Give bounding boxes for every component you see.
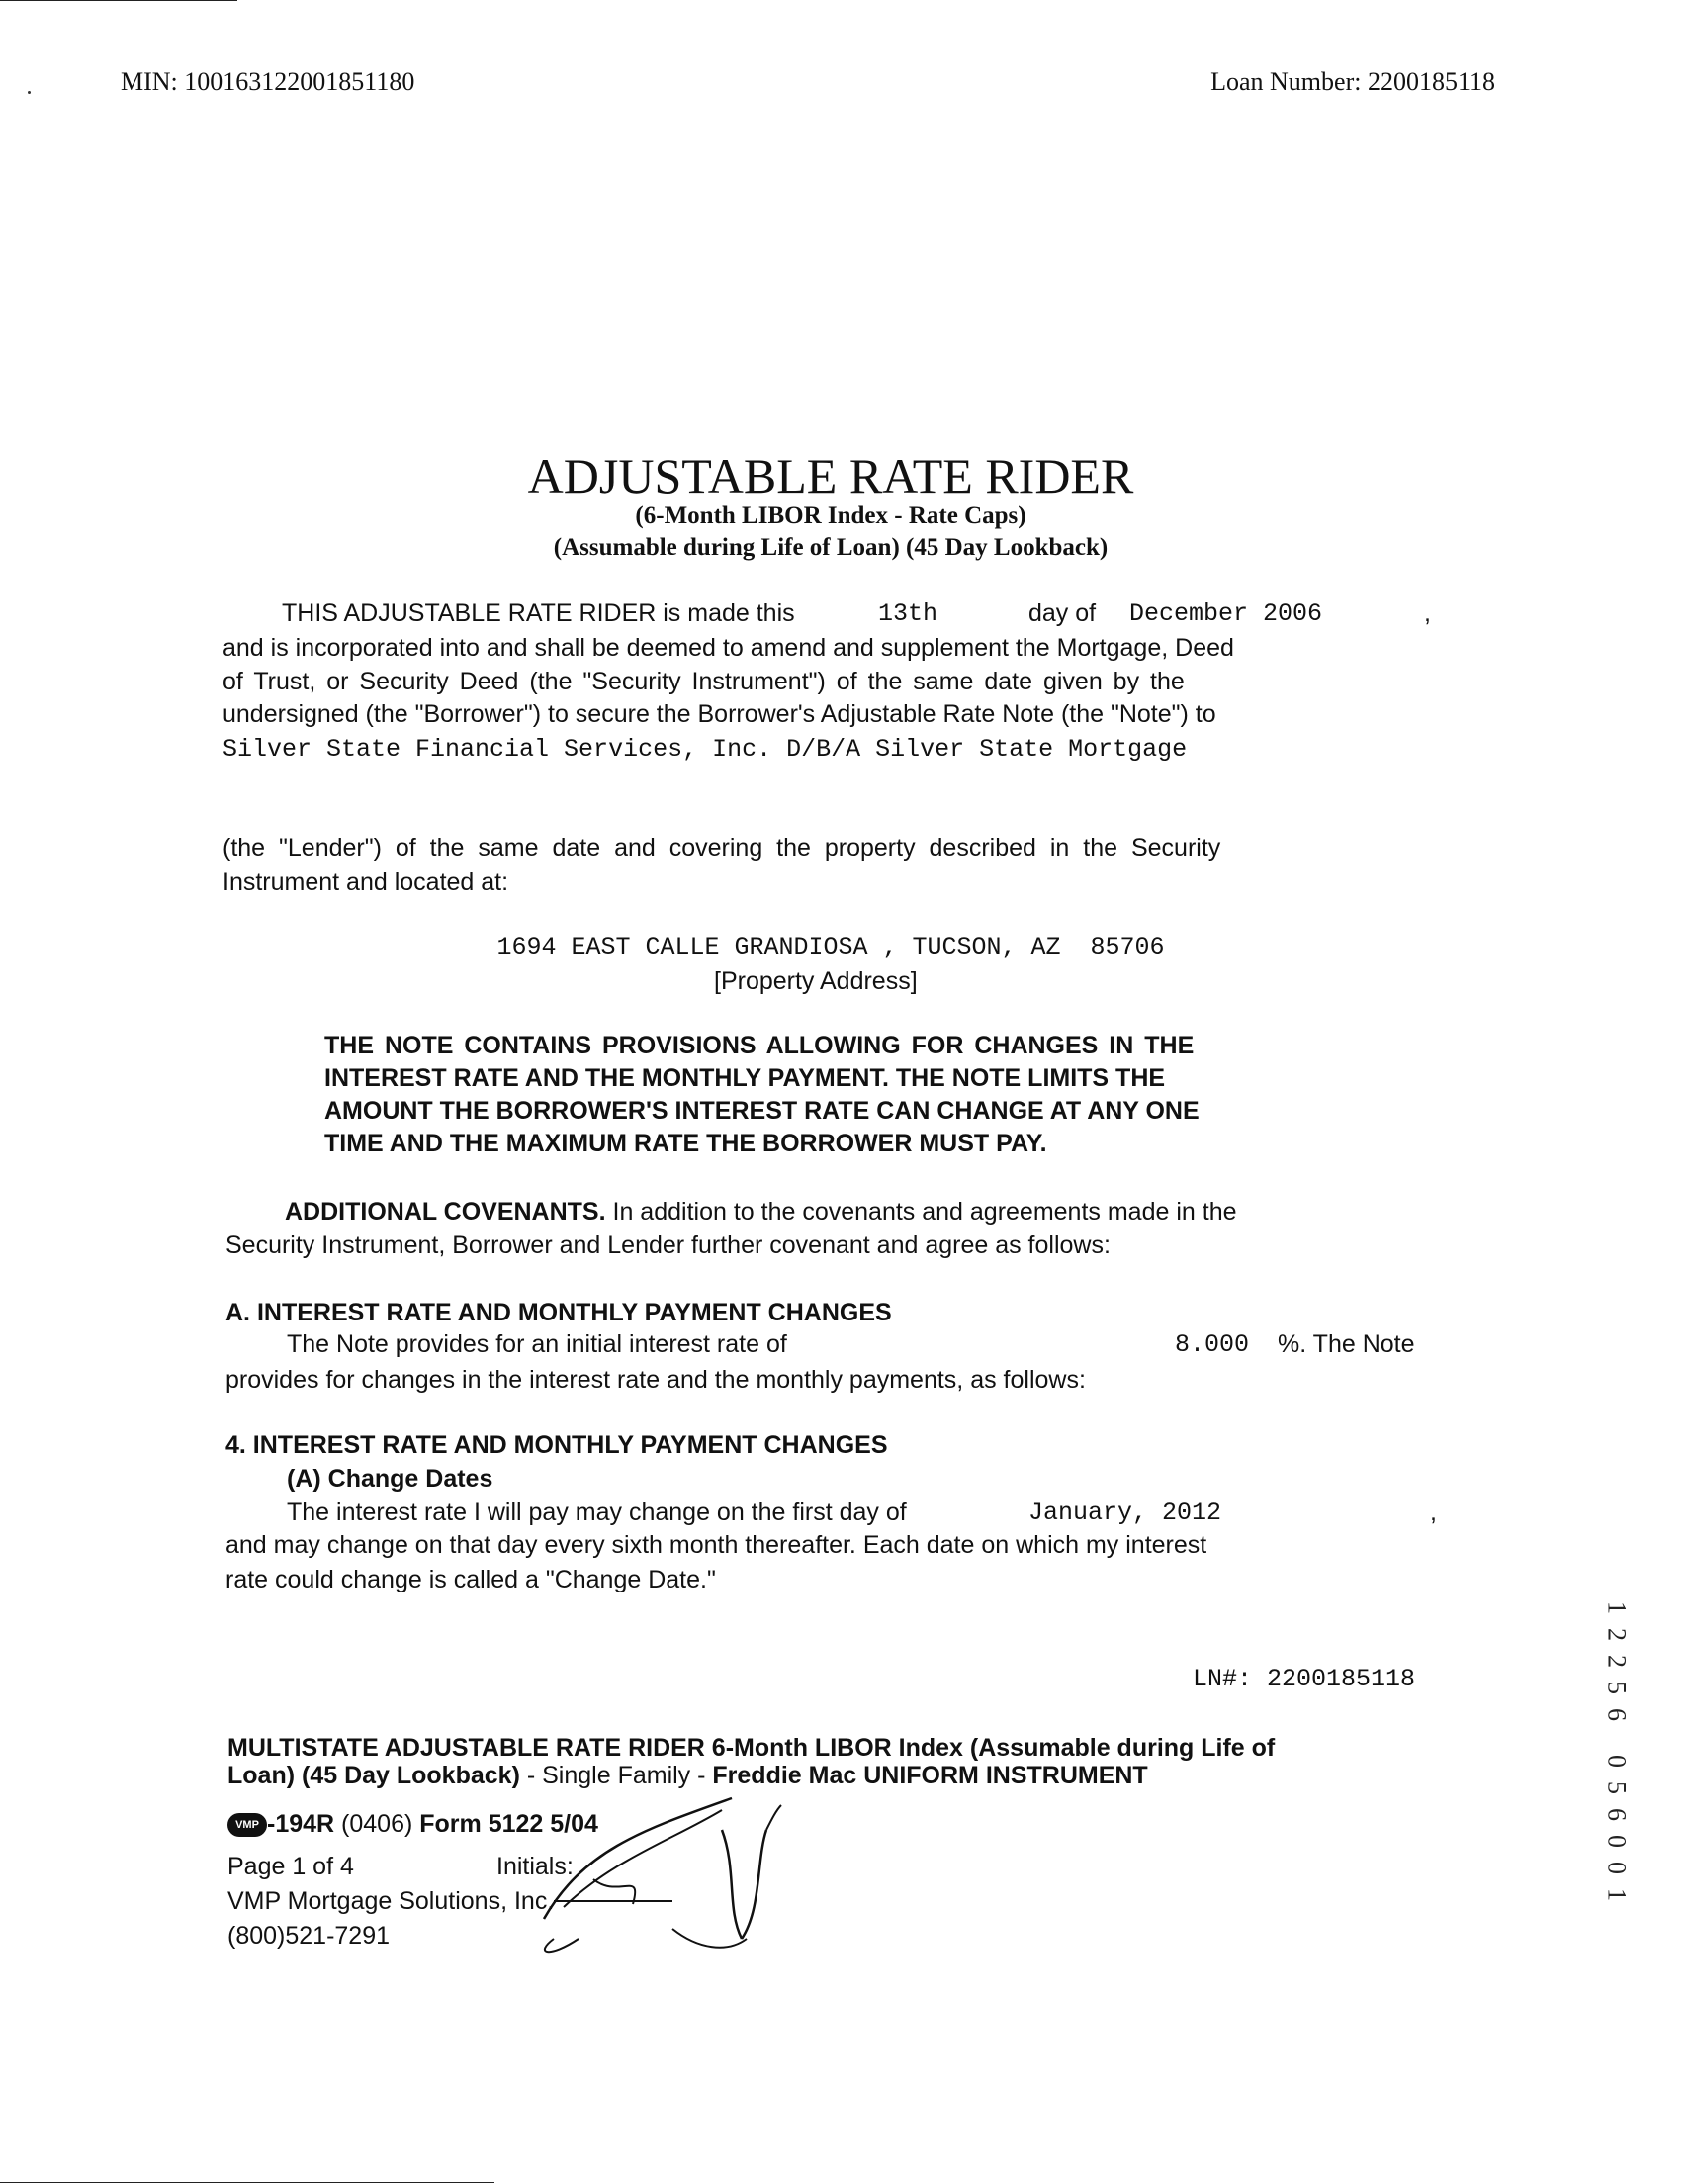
section-a-line-1-tail: %. The Note	[1278, 1330, 1415, 1358]
footer-page: Page 1 of 4	[227, 1853, 354, 1880]
intro-line-2: and is incorporated into and shall be deemed to amend and supplement the Mortgage, Deed	[223, 634, 1234, 662]
property-address-caption: [Property Address]	[714, 967, 918, 995]
stamp-gap	[1602, 1728, 1632, 1748]
footer-title-line-2-mid: - Single Family -	[526, 1762, 706, 1789]
stamp-digit: 1	[1602, 1888, 1632, 1901]
footer-title-line-2-bold: Loan) (45 Day Lookback)	[227, 1762, 520, 1789]
stamp-digit: 5	[1602, 1781, 1632, 1794]
intro-line-4: undersigned (the "Borrower") to secure the Borrower's Adjustable Rate Note (the "Note") to	[223, 700, 1216, 728]
section-4-line-2: and may change on that day every sixth month thereafter. Each date on which my interest	[225, 1531, 1207, 1559]
loan-number-reference: LN#: 2200185118	[1193, 1665, 1416, 1693]
top-edge-line	[0, 0, 237, 1]
intro-lead: THIS ADJUSTABLE RATE RIDER is made this	[282, 599, 795, 627]
loan-number-value: 2200185118	[1367, 67, 1495, 96]
change-date-value: January, 2012	[1028, 1499, 1222, 1527]
stamp-digit: 0	[1602, 1755, 1632, 1768]
intro-month-year: December 2006	[1129, 599, 1323, 628]
notice-line-3: AMOUNT THE BORROWER'S INTEREST RATE CAN CHANGE AT ANY ONE	[324, 1097, 1200, 1125]
section-4-subheading: (A) Change Dates	[287, 1465, 493, 1493]
intro-line-1	[282, 596, 795, 631]
handwritten-signature-icon	[524, 1790, 791, 1963]
footer-title-line-2	[227, 1759, 1148, 1793]
stamp-digit: 0	[1602, 1835, 1632, 1848]
notice-line-1: THE NOTE CONTAINS PROVISIONS ALLOWING FOR CHANGES IN THE	[324, 1032, 1195, 1059]
section-4-line-3: rate could change is called a "Change Date."	[225, 1566, 716, 1593]
initial-rate-value: 8.000	[1175, 1330, 1250, 1359]
form-code: -194R	[267, 1810, 335, 1838]
bottom-edge-line	[0, 2182, 494, 2183]
min-value: 100163122001851180	[184, 67, 415, 96]
intro-line-3: of Trust, or Security Deed (the "Security Instrument") of the same date given by the	[223, 668, 1185, 695]
side-batch-stamp	[1602, 1594, 1632, 1908]
notice-line-2: INTEREST RATE AND THE MONTHLY PAYMENT. THE NOTE LIMITS THE	[324, 1064, 1166, 1092]
section-a-line-1: The Note provides for an initial interest rate of	[287, 1330, 787, 1358]
scan-dot	[28, 91, 31, 94]
footer-initials-label: Initials:	[496, 1853, 574, 1880]
stamp-digit: 6	[1602, 1808, 1632, 1821]
covenants-heading: ADDITIONAL COVENANTS.	[285, 1198, 606, 1226]
form-revision: (0406)	[341, 1810, 413, 1838]
min-label: MIN:	[121, 67, 178, 96]
stamp-digit: 5	[1602, 1682, 1632, 1694]
document-subtitle-1: (6-Month LIBOR Index - Rate Caps)	[635, 502, 1026, 529]
vmp-logo: VMP	[227, 1813, 267, 1837]
covenants-line-2: Security Instrument, Borrower and Lender further covenant and agree as follows:	[225, 1231, 1111, 1259]
property-address: 1694 EAST CALLE GRANDIOSA , TUCSON, AZ 85706	[496, 933, 1165, 961]
lender-name: Silver State Financial Services, Inc. D/B/A Silver State Mortgage	[223, 735, 1188, 764]
lender-line-2: Instrument and located at:	[223, 868, 509, 896]
loan-number-label: Loan Number:	[1210, 67, 1362, 96]
footer-company: VMP Mortgage Solutions, Inc.	[227, 1887, 555, 1915]
stamp-digit: 1	[1602, 1601, 1632, 1614]
stamp-digit: 2	[1602, 1628, 1632, 1641]
min-header	[121, 67, 414, 97]
stamp-digit: 6	[1602, 1708, 1632, 1721]
document-title: ADJUSTABLE RATE RIDER	[527, 448, 1134, 503]
footer-title-line-2-end: Freddie Mac UNIFORM INSTRUMENT	[712, 1762, 1148, 1789]
section-a-heading: A. INTEREST RATE AND MONTHLY PAYMENT CHANGES	[225, 1299, 892, 1326]
covenants-line-1	[285, 1195, 1237, 1229]
footer-phone: (800)521-7291	[227, 1922, 391, 1950]
intro-trail: ,	[1424, 599, 1431, 627]
stamp-digit: 2	[1602, 1655, 1632, 1668]
form-label: Form 5122 5/04	[419, 1810, 598, 1838]
document-subtitle-2: (Assumable during Life of Loan) (45 Day Lookback)	[553, 534, 1109, 561]
section-4-line-1-trail: ,	[1430, 1499, 1437, 1526]
loan-number-header	[1210, 67, 1495, 97]
stamp-digit: 0	[1602, 1862, 1632, 1874]
covenants-line-1-rest: In addition to the covenants and agreements made in the	[612, 1198, 1237, 1226]
section-4-line-1: The interest rate I will pay may change on the first day of	[287, 1499, 907, 1526]
lender-line-1: (the "Lender") of the same date and covering the property described in the Security	[223, 834, 1221, 862]
intro-day: 13th	[878, 599, 938, 628]
notice-line-4: TIME AND THE MAXIMUM RATE THE BORROWER MUST PAY.	[324, 1130, 1047, 1157]
intro-day-of: day of	[1028, 599, 1097, 627]
footer-title-line-1: MULTISTATE ADJUSTABLE RATE RIDER 6-Month LIBOR Index (Assumable during Life of	[227, 1734, 1276, 1762]
section-a-line-2: provides for changes in the interest rate and the monthly payments, as follows:	[225, 1366, 1086, 1394]
section-4-heading: 4. INTEREST RATE AND MONTHLY PAYMENT CHANGES	[225, 1431, 888, 1459]
